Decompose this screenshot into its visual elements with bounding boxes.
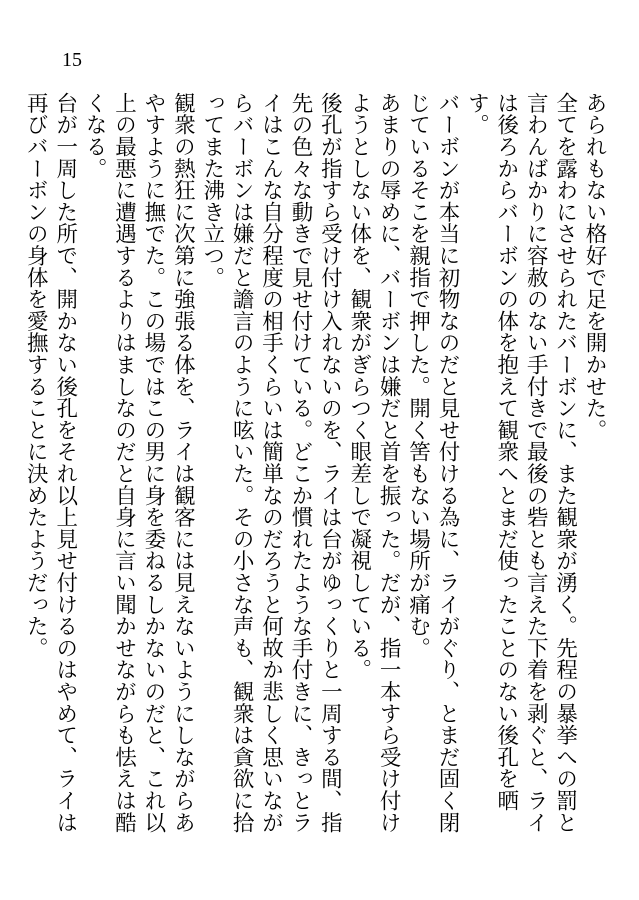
page-number: 15 [62, 49, 82, 71]
paragraph: 台が一周した所で、開かない後孔をそれ以上見せ付けるのはやめて、ライは再びバーボンの身体を愛撫することに決めたようだった。 [23, 92, 78, 834]
paragraph: あられもない格好で足を開かせた。 [582, 92, 607, 441]
paragraph: 全てを露わにさせられたバーボンに、また観衆が湧く。先程の暴挙への罰と言わんばかりに容赦のない手付きで最後の砦とも言えた下着を剥ぐと、ライは後ろからバーボンの体を抱えて観衆へとまだ使ったことのない後孔を晒す。 [464, 92, 578, 834]
paragraph: あまりの辱めに、バーボンは嫌だと首を振った。だが、指一本すら受け付けようとしない体を、観衆がぎらつく眼差しで凝視している。 [346, 92, 402, 834]
paragraph: 後孔が指すら受け付け入れないのを、ライは台がゆっくりと一周する間、指先の色々な動きで見せ付けている。どこか慣れたような手付きに、きっとライはこんな自分程度の相手くらいは簡単なのだろうと何故か悲しく思いながらバーボンは嫌だと譫言のように呟いた。その小さな声も、観衆は貪欲に拾ってまた沸き立つ。 [199, 92, 343, 834]
body-text [23, 92, 609, 852]
paragraph: 観衆の熱狂に次第に強張る体を、ライは観客には見えないようにしながらあやすように撫でた。この場ではこの男に身を委ねるしかないのだと、これ以上の最悪に遭遇するよりはましなのだと自身に言い聞かせながらも怯えは酷くなる。 [82, 92, 196, 834]
paragraph: バーボンが本当に初物なのだと見せ付ける為に、ライがぐり、とまだ固く閉じているそこを親指で押した。開く筈もない場所が痛む。 [405, 92, 460, 834]
